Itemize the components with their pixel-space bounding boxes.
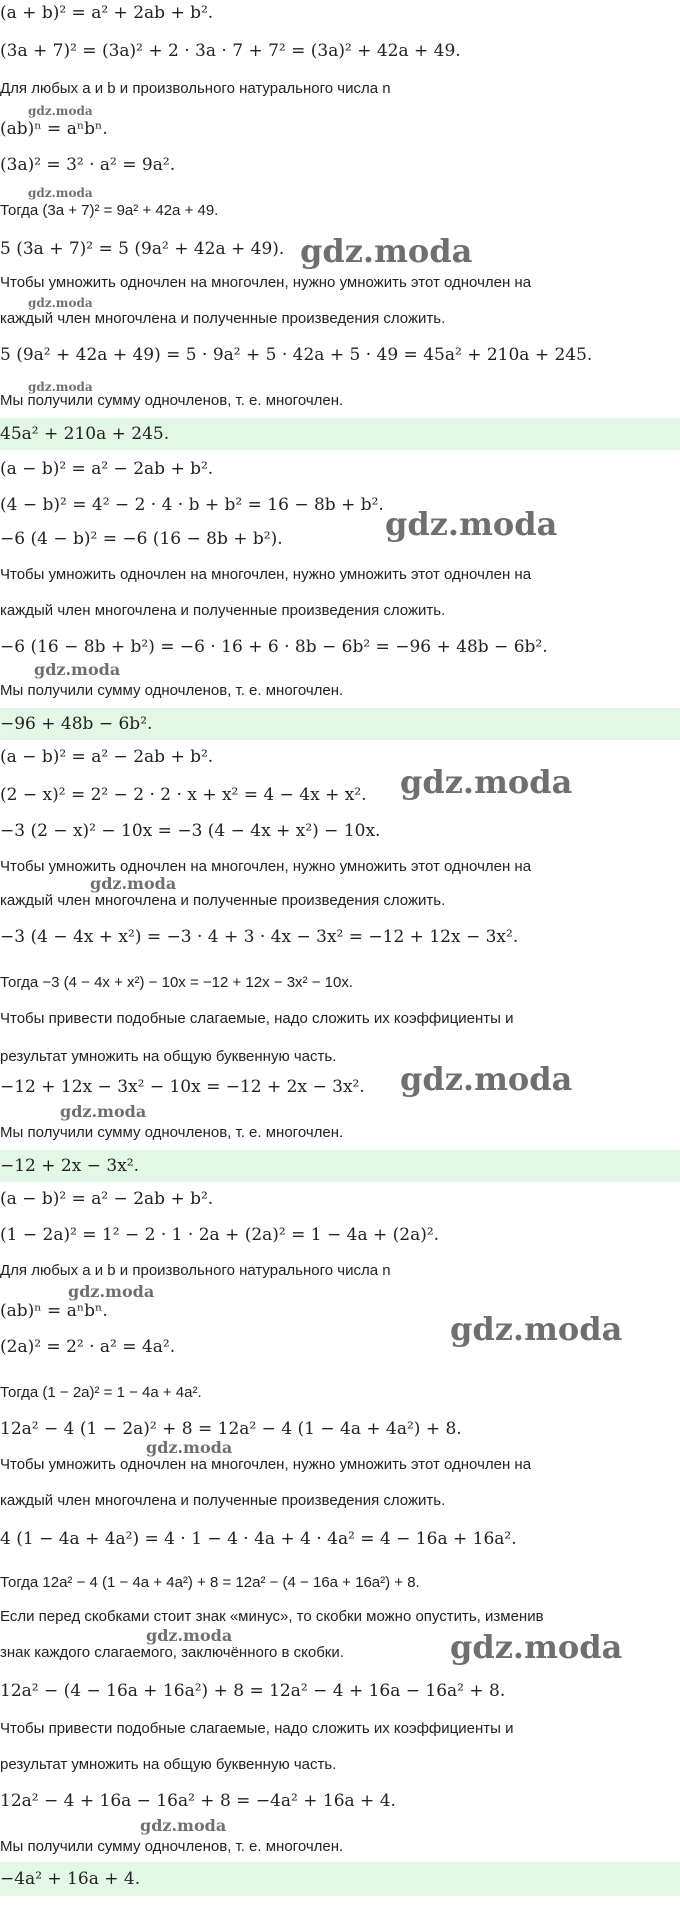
watermark: gdz.moda bbox=[34, 660, 121, 679]
answer-line: −12 + 2x − 3x². bbox=[0, 1150, 680, 1182]
watermark: gdz.moda bbox=[140, 1816, 227, 1835]
watermark: gdz.moda bbox=[28, 296, 93, 310]
watermark: gdz.moda bbox=[60, 1102, 147, 1121]
formula-line: (ab)ⁿ = aⁿbⁿ. bbox=[0, 119, 108, 139]
text-line: Чтобы умножить одночлен на многочлен, нужно умножить этот одночлен на bbox=[0, 274, 532, 291]
formula-line: 12a² − 4 + 16a − 16a² + 8 = −4a² + 16a + 4. bbox=[0, 1791, 396, 1811]
watermark: gdz.moda bbox=[400, 1060, 573, 1098]
text-line: результат умножить на общую буквенную часть. bbox=[0, 1048, 337, 1065]
text-line: Чтобы умножить одночлен на многочлен, нужно умножить этот одночлен на bbox=[0, 1456, 532, 1473]
text-line: каждый член многочлена и полученные произведения сложить. bbox=[0, 1492, 446, 1509]
text-line: Мы получили сумму одночленов, т. е. многочлен. bbox=[0, 682, 344, 699]
watermark: gdz.moda bbox=[68, 1282, 155, 1301]
watermark: gdz.moda bbox=[146, 1626, 233, 1645]
formula-line: (a − b)² = a² − 2ab + b². bbox=[0, 459, 214, 479]
text-line: Для любых a и b и произвольного натурального числа n bbox=[0, 1262, 391, 1279]
watermark: gdz.moda bbox=[28, 104, 93, 118]
formula-line: (2a)² = 2² · a² = 4a². bbox=[0, 1337, 176, 1357]
formula-line: 5 (3a + 7)² = 5 (9a² + 42a + 49). bbox=[0, 239, 285, 259]
watermark: gdz.moda bbox=[450, 1628, 623, 1666]
formula-line: (3a)² = 3² · a² = 9a². bbox=[0, 155, 176, 175]
watermark: gdz.moda bbox=[450, 1310, 623, 1348]
text-line: каждый член многочлена и полученные произведения сложить. bbox=[0, 892, 446, 909]
formula-line: (a − b)² = a² − 2ab + b². bbox=[0, 747, 214, 767]
formula-line: (2 − x)² = 2² − 2 · 2 · x + x² = 4 − 4x + x². bbox=[0, 785, 367, 805]
formula-line: (3a + 7)² = (3a)² + 2 · 3a · 7 + 7² = (3a)² + 42a + 49. bbox=[0, 41, 461, 61]
text-line: Чтобы привести подобные слагаемые, надо сложить их коэффициенты и bbox=[0, 1010, 514, 1027]
formula-line: (a + b)² = a² + 2ab + b². bbox=[0, 3, 214, 23]
formula-line: −3 (4 − 4x + x²) = −3 · 4 + 3 · 4x − 3x² = −12 + 12x − 3x². bbox=[0, 927, 519, 947]
watermark: gdz.moda bbox=[28, 186, 93, 200]
text-line: Мы получили сумму одночленов, т. е. многочлен. bbox=[0, 1838, 344, 1855]
text-line: Тогда (3a + 7)² = 9a² + 42a + 49. bbox=[0, 202, 219, 219]
formula-line: −6 (4 − b)² = −6 (16 − 8b + b²). bbox=[0, 529, 283, 549]
watermark: gdz.moda bbox=[28, 380, 93, 394]
text-line: каждый член многочлена и полученные произведения сложить. bbox=[0, 310, 446, 327]
text-line: Тогда 12a² − 4 (1 − 4a + 4a²) + 8 = 12a² − (4 − 16a + 16a²) + 8. bbox=[0, 1574, 420, 1591]
text-line: Мы получили сумму одночленов, т. е. многочлен. bbox=[0, 1124, 344, 1141]
watermark: gdz.moda bbox=[300, 232, 473, 270]
formula-line: 4 (1 − 4a + 4a²) = 4 · 1 − 4 · 4a + 4 · 4a² = 4 − 16a + 16a². bbox=[0, 1529, 517, 1549]
formula-line: (ab)ⁿ = aⁿbⁿ. bbox=[0, 1301, 108, 1321]
formula-line: (a − b)² = a² − 2ab + b². bbox=[0, 1189, 214, 1209]
formula-line: 5 (9a² + 42a + 49) = 5 · 9a² + 5 · 42a + 5 · 49 = 45a² + 210a + 245. bbox=[0, 345, 593, 365]
text-line: результат умножить на общую буквенную часть. bbox=[0, 1756, 337, 1773]
formula-line: 12a² − 4 (1 − 2a)² + 8 = 12a² − 4 (1 − 4a + 4a²) + 8. bbox=[0, 1419, 462, 1439]
text-line: Мы получили сумму одночленов, т. е. многочлен. bbox=[0, 392, 344, 409]
text-line: Чтобы привести подобные слагаемые, надо сложить их коэффициенты и bbox=[0, 1720, 514, 1737]
text-line: Для любых a и b и произвольного натурального числа n bbox=[0, 80, 391, 97]
watermark: gdz.moda bbox=[400, 763, 573, 801]
text-line: Чтобы умножить одночлен на многочлен, нужно умножить этот одночлен на bbox=[0, 858, 532, 875]
formula-line: −3 (2 − x)² − 10x = −3 (4 − 4x + x²) − 10x. bbox=[0, 821, 381, 841]
formula-line: (1 − 2a)² = 1² − 2 · 1 · 2a + (2a)² = 1 − 4a + (2a)². bbox=[0, 1225, 440, 1245]
formula-line: (4 − b)² = 4² − 2 · 4 · b + b² = 16 − 8b + b². bbox=[0, 495, 384, 515]
watermark: gdz.moda bbox=[146, 1438, 233, 1457]
watermark: gdz.moda bbox=[90, 874, 177, 893]
formula-line: 12a² − (4 − 16a + 16a²) + 8 = 12a² − 4 + 16a − 16a² + 8. bbox=[0, 1681, 506, 1701]
answer-line: 45a² + 210a + 245. bbox=[0, 418, 680, 450]
text-line: Если перед скобками стоит знак «минус», то скобки можно опустить, изменив bbox=[0, 1608, 544, 1625]
formula-line: −6 (16 − 8b + b²) = −6 · 16 + 6 · 8b − 6b² = −96 + 48b − 6b². bbox=[0, 637, 548, 657]
text-line: каждый член многочлена и полученные произведения сложить. bbox=[0, 602, 446, 619]
text-line: Чтобы умножить одночлен на многочлен, нужно умножить этот одночлен на bbox=[0, 566, 532, 583]
watermark: gdz.moda bbox=[385, 505, 558, 543]
answer-line: −96 + 48b − 6b². bbox=[0, 708, 680, 740]
text-line: Тогда −3 (4 − 4x + x²) − 10x = −12 + 12x − 3x² − 10x. bbox=[0, 974, 353, 991]
text-line: Тогда (1 − 2a)² = 1 − 4a + 4a². bbox=[0, 1384, 202, 1401]
answer-line: −4a² + 16a + 4. bbox=[0, 1862, 680, 1896]
formula-line: −12 + 12x − 3x² − 10x = −12 + 2x − 3x². bbox=[0, 1077, 365, 1097]
text-line: знак каждого слагаемого, заключённого в скобки. bbox=[0, 1644, 344, 1661]
